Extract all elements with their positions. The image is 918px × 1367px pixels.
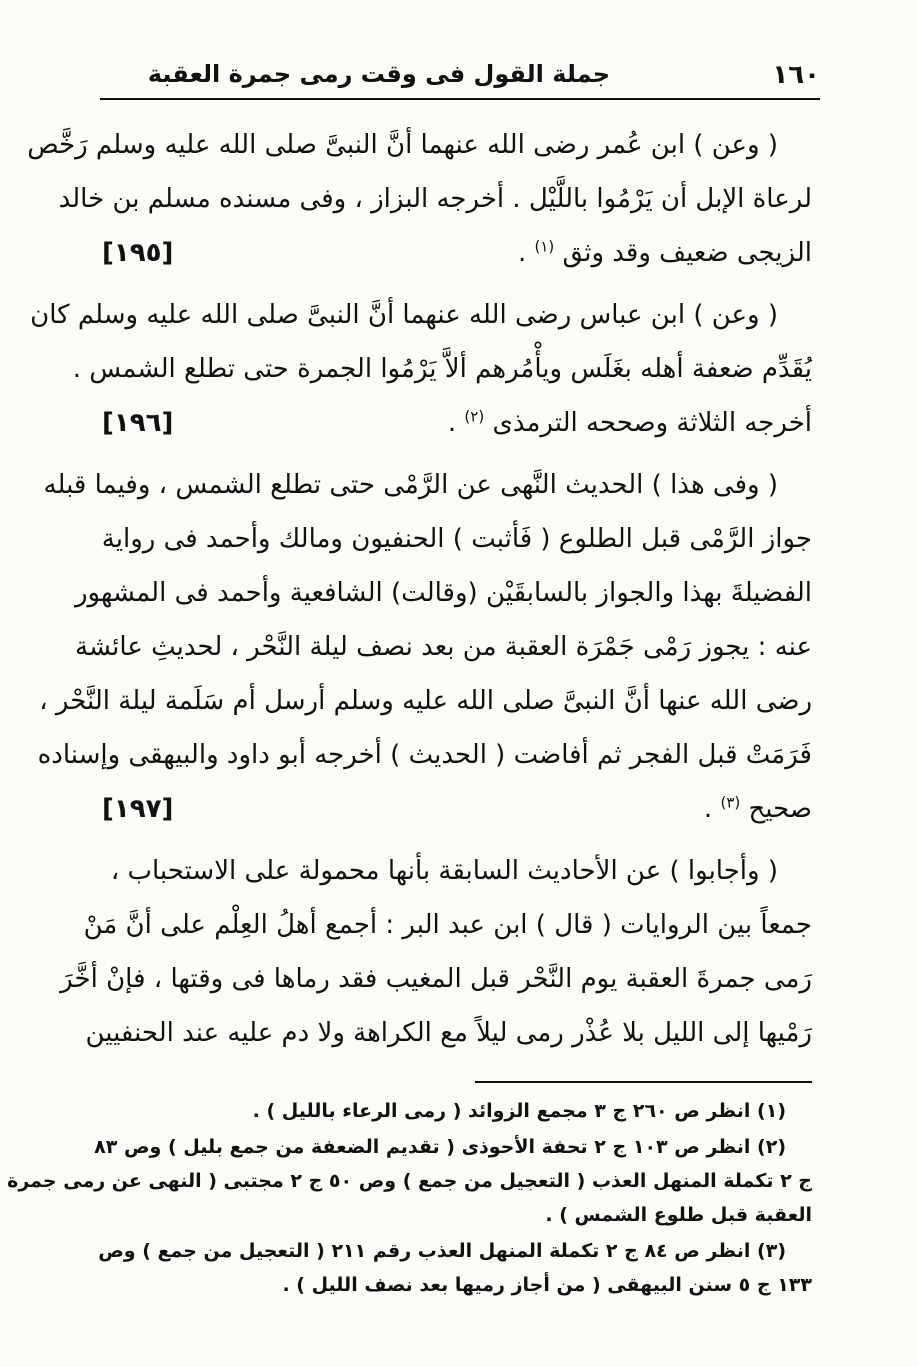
page-header	[100, 58, 820, 98]
text-line: عنه : يجوز رَمْى جَمْرَة العقبة من بعد نصف ليلة النَّحْر ، لحديثِ عائشة	[75, 632, 812, 662]
hadith-number: [١٩٥]	[102, 238, 174, 268]
period-mark: .	[517, 238, 527, 268]
footnotes	[7, 1094, 812, 1304]
footnote-line: (٢) انظر ص ١٠٣ ج ٢ تحفة الأحوذى ( تقديم الضعفة من جمع بليل ) وص ٨٣	[94, 1136, 786, 1158]
text-line: فَرَمَتْ قبل الفجر ثم أفاضت ( الحديث ) أخرجه أبو داود والبيهقى وإسناده	[37, 740, 812, 770]
text-line: ( وأجابوا ) عن الأحاديث السابقة بأنها محمولة على الاستحباب ،	[110, 856, 778, 886]
text-line: الفضيلةَ بهذا والجواز بالسابقَيْن (وقالت) الشافعية وأحمد فى المشهور	[74, 578, 812, 608]
footnote-3	[100, 1234, 812, 1302]
paragraph-hadith-196	[30, 288, 812, 450]
paragraph-answers	[60, 844, 812, 1060]
footnote-reference: (٢)	[464, 407, 485, 426]
text-line: ( وعن ) ابن عباس رضى الله عنهما أنَّ النبىَّ صلى الله عليه وسلم كان	[30, 300, 778, 330]
page-number: ١٦٠	[772, 60, 820, 90]
header-divider	[100, 98, 820, 100]
text-line-last	[102, 782, 812, 836]
footnote-2	[7, 1130, 812, 1232]
footnote-divider	[475, 1081, 812, 1083]
period-mark: .	[703, 794, 713, 824]
footnote-reference: (٣)	[720, 793, 741, 812]
footnote-line: ١٣٣ ج ٥ سنن البيهقى ( من أجاز رميها بعد نصف الليل ) .	[282, 1274, 812, 1296]
hadith-number: [١٩٧]	[102, 794, 174, 824]
footnote-line: (٣) انظر ص ٨٤ ج ٢ تكملة المنهل العذب رقم ٢١١ ( التعجيل من جمع ) وص	[98, 1240, 786, 1262]
footnote-line: (١) انظر ص ٢٦٠ ج ٣ مجمع الزوائد ( رمى الرعاء بالليل ) .	[252, 1100, 786, 1122]
text-line: رَمى جمرةَ العقبة يوم النَّحْر قبل المغيب فقد رماها فى وقتها ، فإنْ أخَّرَ	[60, 964, 812, 994]
text-line-content: صحيح	[748, 794, 812, 824]
text-line: ( وفى هذا ) الحديث النَّهى عن الرَّمْى حتى تطلع الشمس ، وفيما قبله	[43, 470, 778, 500]
footnote-line: ج ٢ تكملة المنهل العذب ( التعجيل من جمع ) وص ٥٠ ج ٢ مجتبى ( النهى عن رمى جمرة	[7, 1170, 812, 1192]
text-line: ( وعن ) ابن عُمر رضى الله عنهما أنَّ النبىَّ صلى الله عليه وسلم رَخَّص	[27, 130, 778, 160]
period-mark: .	[447, 408, 457, 438]
text-line-content: أخرجه الثلاثة وصححه الترمذى	[492, 408, 812, 438]
footnote-1	[100, 1094, 812, 1128]
footnote-reference: (١)	[534, 237, 555, 256]
text-line-last	[102, 396, 812, 450]
text-line: جواز الرَّمْى قبل الطلوع ( فَأثبت ) الحنفيون ومالك وأحمد فى رواية	[101, 524, 812, 554]
main-text	[27, 118, 812, 1068]
footnote-line: العقبة قبل طلوع الشمس ) .	[545, 1204, 812, 1226]
paragraph-hadith-195	[27, 118, 812, 280]
paragraph-hadith-197	[37, 458, 812, 836]
text-line: يُقَدِّم ضعفة أهله بغَلَس ويأْمُرهم ألاَّ يَرْمُوا الجمرة حتى تطلع الشمس .	[72, 354, 812, 384]
text-line-content: الزيجى ضعيف وقد وثق	[562, 238, 812, 268]
text-line: رضى الله عنها أنَّ النبىَّ صلى الله عليه وسلم أرسل أم سَلَمة ليلة النَّحْر ،	[39, 686, 812, 716]
text-line: لرعاة الإبل أن يَرْمُوا باللَّيْل . أخرجه البزاز ، وفى مسنده مسلم بن خالد	[58, 184, 812, 214]
running-title: جملة القول فى وقت رمى جمرة العقبة	[147, 60, 610, 88]
hadith-number: [١٩٦]	[102, 408, 174, 438]
text-line: رَمْيها إلى الليل بلا عُذْر رمى ليلاً مع الكراهة ولا دم عليه عند الحنفيين	[85, 1018, 812, 1048]
text-line-last	[102, 226, 812, 280]
text-line: جمعاً بين الروايات ( قال ) ابن عبد البر : أجمع أهلُ العِلْم على أنَّ مَنْ	[83, 910, 812, 940]
